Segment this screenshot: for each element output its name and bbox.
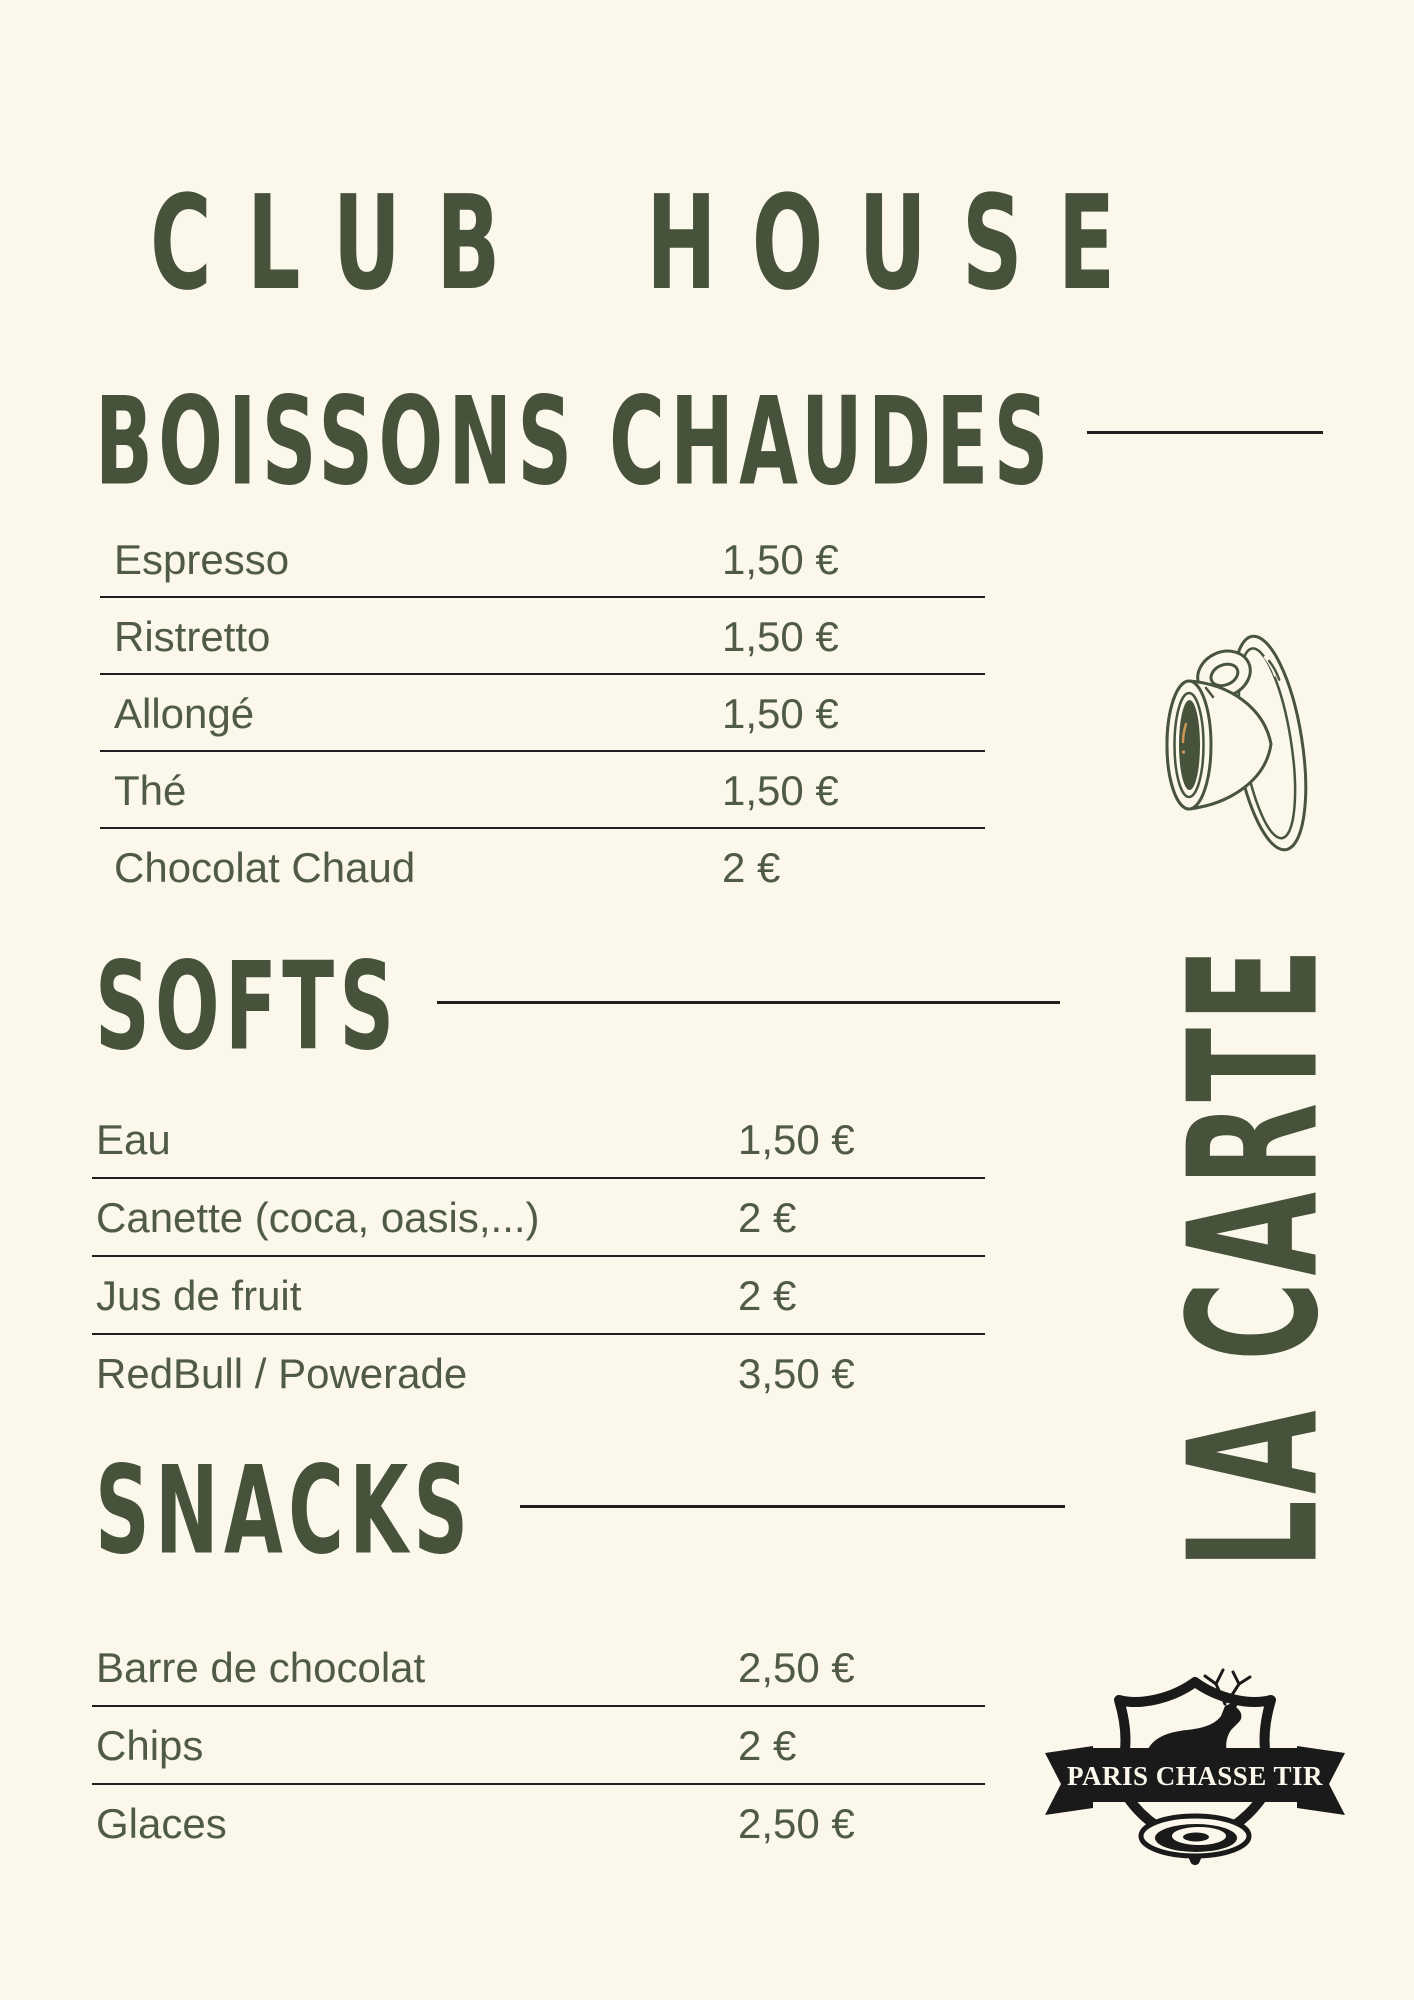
page-title: CLUB HOUSE — [150, 167, 1151, 320]
decorative-line — [520, 1505, 1065, 1508]
menu-item-row — [92, 1257, 985, 1335]
menu-item-row — [100, 521, 985, 598]
item-price: 1,50 € — [722, 767, 839, 814]
section-heading-softs: SOFTS — [95, 934, 400, 1078]
item-price: 1,50 € — [722, 536, 839, 583]
item-price: 1,50 € — [722, 690, 839, 737]
section-heading-snacks: SNACKS — [95, 1438, 474, 1582]
decorative-line — [1087, 431, 1323, 434]
menu-items-softs — [92, 1101, 985, 1413]
side-label-wrap — [1150, 925, 1360, 1585]
item-price: 2 € — [722, 844, 781, 891]
menu-item-row — [100, 598, 985, 675]
menu-item-row — [92, 1629, 985, 1707]
side-label-la-carte: LA CARTE — [1151, 941, 1359, 1569]
menu-items-snacks — [92, 1629, 985, 1863]
item-name: Eau — [96, 1116, 171, 1163]
section-heading-boissons-chaudes: BOISSONS CHAUDES — [95, 369, 1054, 513]
menu-items-boissons-chaudes — [100, 521, 985, 906]
item-name: Canette (coca, oasis,...) — [96, 1194, 540, 1241]
item-name: Espresso — [114, 536, 290, 583]
item-name: Chips — [96, 1722, 204, 1769]
item-name: Allongé — [114, 690, 255, 737]
menu-item-row — [100, 752, 985, 829]
item-name: Ristretto — [114, 613, 271, 660]
item-name: Jus de fruit — [96, 1272, 302, 1319]
menu-item-row — [92, 1179, 985, 1257]
menu-item-row — [92, 1101, 985, 1179]
item-name: Thé — [114, 767, 187, 814]
menu-item-row — [100, 829, 985, 906]
menu-item-row — [92, 1335, 985, 1413]
item-price: 1,50 € — [738, 1116, 855, 1163]
item-name: Chocolat Chaud — [114, 844, 416, 891]
item-price: 2,50 € — [738, 1800, 855, 1847]
banner-text: PARIS CHASSE TIR — [1066, 1761, 1324, 1791]
menu-item-row — [92, 1707, 985, 1785]
menu-item-row — [92, 1785, 985, 1863]
item-price: 1,50 € — [722, 613, 839, 660]
item-name: Barre de chocolat — [96, 1644, 426, 1691]
coffee-cup-icon — [1158, 628, 1310, 862]
item-name: RedBull / Powerade — [96, 1350, 468, 1397]
item-price: 3,50 € — [738, 1350, 855, 1397]
item-price: 2 € — [738, 1272, 797, 1319]
clay-target-icon — [1141, 1816, 1249, 1856]
menu-item-row — [100, 675, 985, 752]
item-price: 2,50 € — [738, 1644, 855, 1691]
decorative-line — [437, 1001, 1060, 1004]
item-price: 2 € — [738, 1722, 797, 1769]
paris-chasse-tir-logo — [1035, 1656, 1355, 1891]
item-name: Glaces — [96, 1800, 227, 1847]
item-price: 2 € — [738, 1194, 797, 1241]
